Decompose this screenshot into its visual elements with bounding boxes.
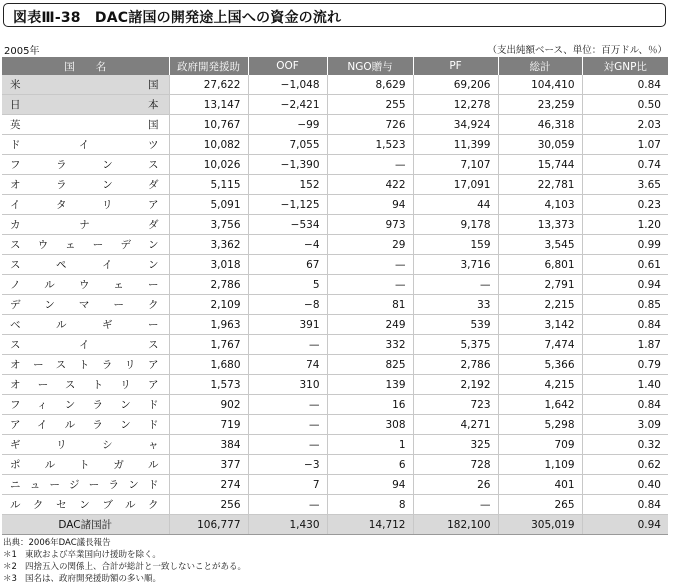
table-row bbox=[2, 295, 668, 315]
title-box bbox=[3, 3, 666, 27]
cell-total: 5,298 bbox=[498, 415, 582, 435]
cell-gnp: 0.23 bbox=[582, 195, 668, 215]
note-line bbox=[3, 549, 246, 561]
cell-pf: 159 bbox=[413, 235, 498, 255]
col-header-oof: OOF bbox=[248, 57, 327, 75]
cell-total: 3,142 bbox=[498, 315, 582, 335]
cell-gnp: 1.40 bbox=[582, 375, 668, 395]
cell-oda: 10,026 bbox=[169, 155, 248, 175]
country-name: カナダ bbox=[2, 215, 169, 235]
cell-total: 104,410 bbox=[498, 75, 582, 95]
note-mark: ＊2 bbox=[3, 562, 17, 572]
country-name: ポルトガル bbox=[2, 455, 169, 475]
cell-pf: 3,716 bbox=[413, 255, 498, 275]
cell-total: 401 bbox=[498, 475, 582, 495]
cell-ngo: 81 bbox=[327, 295, 413, 315]
country-name: ギリシャ bbox=[2, 435, 169, 455]
cell-gnp: 0.84 bbox=[582, 75, 668, 95]
cell-pf: 5,375 bbox=[413, 335, 498, 355]
table-row bbox=[2, 455, 668, 475]
note-line bbox=[3, 537, 246, 549]
cell-ngo: 16 bbox=[327, 395, 413, 415]
col-header-total: 総計 bbox=[498, 57, 582, 75]
cell-pf: 11,399 bbox=[413, 135, 498, 155]
total-name: DAC諸国計 bbox=[2, 515, 169, 535]
cell-oof: — bbox=[248, 335, 327, 355]
cell-total: 2,791 bbox=[498, 275, 582, 295]
cell-oda: 2,109 bbox=[169, 295, 248, 315]
cell-oda: 10,082 bbox=[169, 135, 248, 155]
cell-total: 3,545 bbox=[498, 235, 582, 255]
cell-gnp: 0.50 bbox=[582, 95, 668, 115]
cell-oda: 5,091 bbox=[169, 195, 248, 215]
cell-oof: 5 bbox=[248, 275, 327, 295]
country-name: オランダ bbox=[2, 175, 169, 195]
note-mark: ＊3 bbox=[3, 574, 17, 584]
cell-oof: −3 bbox=[248, 455, 327, 475]
country-name: デンマーク bbox=[2, 295, 169, 315]
total-ngo: 14,712 bbox=[327, 515, 413, 535]
cell-oof: 391 bbox=[248, 315, 327, 335]
cell-gnp: 2.03 bbox=[582, 115, 668, 135]
note-text: 国名は、政府開発援助額の多い順。 bbox=[25, 574, 162, 584]
note-text: 出典：2006年DAC議長報告 bbox=[3, 538, 111, 548]
cell-total: 5,366 bbox=[498, 355, 582, 375]
cell-oda: 2,786 bbox=[169, 275, 248, 295]
cell-total: 15,744 bbox=[498, 155, 582, 175]
cell-gnp: 0.84 bbox=[582, 395, 668, 415]
country-name: イタリア bbox=[2, 195, 169, 215]
cell-oof: −534 bbox=[248, 215, 327, 235]
country-name: フィンランド bbox=[2, 395, 169, 415]
col-header-pf: PF bbox=[413, 57, 498, 75]
table-row bbox=[2, 115, 668, 135]
cell-pf: 69,206 bbox=[413, 75, 498, 95]
cell-oof: −1,390 bbox=[248, 155, 327, 175]
note-mark: ＊1 bbox=[3, 550, 17, 560]
cell-ngo: 139 bbox=[327, 375, 413, 395]
cell-oda: 3,018 bbox=[169, 255, 248, 275]
cell-pf: 539 bbox=[413, 315, 498, 335]
cell-oof: −4 bbox=[248, 235, 327, 255]
col-header-ngo: NGO贈与 bbox=[327, 57, 413, 75]
cell-gnp: 0.40 bbox=[582, 475, 668, 495]
table-row bbox=[2, 475, 668, 495]
cell-oof: — bbox=[248, 415, 327, 435]
cell-oda: 5,115 bbox=[169, 175, 248, 195]
table-row bbox=[2, 315, 668, 335]
cell-oof: — bbox=[248, 395, 327, 415]
cell-gnp: 0.32 bbox=[582, 435, 668, 455]
cell-total: 6,801 bbox=[498, 255, 582, 275]
cell-gnp: 0.79 bbox=[582, 355, 668, 375]
cell-ngo: 825 bbox=[327, 355, 413, 375]
country-name: 米国 bbox=[2, 75, 169, 95]
cell-pf: — bbox=[413, 495, 498, 515]
cell-pf: — bbox=[413, 275, 498, 295]
cell-oda: 3,362 bbox=[169, 235, 248, 255]
table-row bbox=[2, 235, 668, 255]
cell-total: 265 bbox=[498, 495, 582, 515]
cell-oof: −1,048 bbox=[248, 75, 327, 95]
total-pf: 182,100 bbox=[413, 515, 498, 535]
cell-gnp: 3.65 bbox=[582, 175, 668, 195]
cell-pf: 17,091 bbox=[413, 175, 498, 195]
country-name: スペイン bbox=[2, 255, 169, 275]
year-label: 2005年 bbox=[4, 46, 40, 57]
cell-oof: 7,055 bbox=[248, 135, 327, 155]
cell-gnp: 1.07 bbox=[582, 135, 668, 155]
cell-oof: −99 bbox=[248, 115, 327, 135]
table-row bbox=[2, 135, 668, 155]
cell-oda: 719 bbox=[169, 415, 248, 435]
cell-ngo: 1 bbox=[327, 435, 413, 455]
cell-oof: −2,421 bbox=[248, 95, 327, 115]
cell-total: 22,781 bbox=[498, 175, 582, 195]
table-row bbox=[2, 415, 668, 435]
cell-ngo: 332 bbox=[327, 335, 413, 355]
country-name: オーストリア bbox=[2, 375, 169, 395]
country-name: ルクセンブルク bbox=[2, 495, 169, 515]
cell-gnp: 0.84 bbox=[582, 495, 668, 515]
cell-oda: 256 bbox=[169, 495, 248, 515]
table-row bbox=[2, 75, 668, 95]
cell-gnp: 1.20 bbox=[582, 215, 668, 235]
notes bbox=[3, 537, 246, 585]
country-name: スイス bbox=[2, 335, 169, 355]
cell-ngo: 973 bbox=[327, 215, 413, 235]
cell-oda: 377 bbox=[169, 455, 248, 475]
cell-total: 4,215 bbox=[498, 375, 582, 395]
cell-pf: 728 bbox=[413, 455, 498, 475]
cell-total: 7,474 bbox=[498, 335, 582, 355]
cell-ngo: — bbox=[327, 275, 413, 295]
cell-gnp: 1.87 bbox=[582, 335, 668, 355]
col-header-gnp: 対GNP比 bbox=[582, 57, 668, 75]
header-row bbox=[2, 57, 668, 75]
cell-ngo: 422 bbox=[327, 175, 413, 195]
total-gnp: 0.94 bbox=[582, 515, 668, 535]
cell-total: 1,109 bbox=[498, 455, 582, 475]
country-name: ニュージーランド bbox=[2, 475, 169, 495]
cell-ngo: 6 bbox=[327, 455, 413, 475]
cell-pf: 7,107 bbox=[413, 155, 498, 175]
cell-ngo: 8 bbox=[327, 495, 413, 515]
data-table bbox=[2, 57, 668, 535]
cell-total: 1,642 bbox=[498, 395, 582, 415]
cell-total: 23,259 bbox=[498, 95, 582, 115]
table-row bbox=[2, 175, 668, 195]
cell-gnp: 3.09 bbox=[582, 415, 668, 435]
cell-ngo: 94 bbox=[327, 195, 413, 215]
cell-pf: 44 bbox=[413, 195, 498, 215]
country-name: ドイツ bbox=[2, 135, 169, 155]
cell-ngo: 726 bbox=[327, 115, 413, 135]
cell-ngo: 94 bbox=[327, 475, 413, 495]
cell-oda: 274 bbox=[169, 475, 248, 495]
table-row bbox=[2, 375, 668, 395]
table-row bbox=[2, 215, 668, 235]
country-name: 英国 bbox=[2, 115, 169, 135]
note-text: 四捨五入の関係上、合計が総計と一致しないことがある。 bbox=[25, 562, 247, 572]
total-row bbox=[2, 515, 668, 535]
cell-pf: 2,192 bbox=[413, 375, 498, 395]
cell-oof: — bbox=[248, 495, 327, 515]
country-name: オーストラリア bbox=[2, 355, 169, 375]
country-name: アイルランド bbox=[2, 415, 169, 435]
country-name: スウェーデン bbox=[2, 235, 169, 255]
cell-pf: 33 bbox=[413, 295, 498, 315]
table-row bbox=[2, 195, 668, 215]
total-oda: 106,777 bbox=[169, 515, 248, 535]
cell-ngo: — bbox=[327, 255, 413, 275]
table-row bbox=[2, 355, 668, 375]
total-total: 305,019 bbox=[498, 515, 582, 535]
cell-oof: −1,125 bbox=[248, 195, 327, 215]
cell-total: 709 bbox=[498, 435, 582, 455]
cell-ngo: 1,523 bbox=[327, 135, 413, 155]
cell-gnp: 0.94 bbox=[582, 275, 668, 295]
table-row bbox=[2, 435, 668, 455]
unit-label: （支出純額ベース、単位：百万ドル、％） bbox=[487, 45, 667, 56]
cell-ngo: 308 bbox=[327, 415, 413, 435]
country-name: ノルウェー bbox=[2, 275, 169, 295]
cell-oda: 902 bbox=[169, 395, 248, 415]
cell-oda: 1,680 bbox=[169, 355, 248, 375]
col-header-country: 国 名 bbox=[2, 57, 169, 75]
cell-oda: 3,756 bbox=[169, 215, 248, 235]
cell-gnp: 0.84 bbox=[582, 315, 668, 335]
cell-oda: 10,767 bbox=[169, 115, 248, 135]
cell-ngo: 255 bbox=[327, 95, 413, 115]
country-name: フランス bbox=[2, 155, 169, 175]
country-name: 日本 bbox=[2, 95, 169, 115]
cell-ngo: — bbox=[327, 155, 413, 175]
cell-total: 4,103 bbox=[498, 195, 582, 215]
cell-oof: 74 bbox=[248, 355, 327, 375]
table-row bbox=[2, 275, 668, 295]
col-header-oda: 政府開発援助 bbox=[169, 57, 248, 75]
cell-oof: 152 bbox=[248, 175, 327, 195]
cell-pf: 2,786 bbox=[413, 355, 498, 375]
cell-total: 46,318 bbox=[498, 115, 582, 135]
table-row bbox=[2, 495, 668, 515]
cell-gnp: 0.62 bbox=[582, 455, 668, 475]
cell-oof: — bbox=[248, 435, 327, 455]
cell-gnp: 0.99 bbox=[582, 235, 668, 255]
table-row bbox=[2, 395, 668, 415]
cell-total: 13,373 bbox=[498, 215, 582, 235]
table-row bbox=[2, 155, 668, 175]
cell-pf: 34,924 bbox=[413, 115, 498, 135]
table-row bbox=[2, 335, 668, 355]
cell-oda: 13,147 bbox=[169, 95, 248, 115]
cell-ngo: 29 bbox=[327, 235, 413, 255]
cell-pf: 4,271 bbox=[413, 415, 498, 435]
cell-pf: 723 bbox=[413, 395, 498, 415]
country-name: ベルギー bbox=[2, 315, 169, 335]
cell-ngo: 249 bbox=[327, 315, 413, 335]
note-line bbox=[3, 561, 246, 573]
cell-pf: 9,178 bbox=[413, 215, 498, 235]
cell-pf: 325 bbox=[413, 435, 498, 455]
cell-oof: 67 bbox=[248, 255, 327, 275]
note-line bbox=[3, 573, 246, 585]
total-oof: 1,430 bbox=[248, 515, 327, 535]
cell-oda: 384 bbox=[169, 435, 248, 455]
table-row bbox=[2, 95, 668, 115]
cell-total: 30,059 bbox=[498, 135, 582, 155]
note-text: 東欧および卒業国向け援助を除く。 bbox=[25, 550, 161, 560]
cell-oof: 7 bbox=[248, 475, 327, 495]
page-title: 図表Ⅲ-38 DAC諸国の開発途上国への資金の流れ bbox=[13, 10, 342, 26]
cell-ngo: 8,629 bbox=[327, 75, 413, 95]
cell-pf: 12,278 bbox=[413, 95, 498, 115]
cell-gnp: 0.85 bbox=[582, 295, 668, 315]
cell-oda: 1,963 bbox=[169, 315, 248, 335]
table-row bbox=[2, 255, 668, 275]
cell-gnp: 0.61 bbox=[582, 255, 668, 275]
cell-oof: −8 bbox=[248, 295, 327, 315]
cell-total: 2,215 bbox=[498, 295, 582, 315]
cell-oda: 1,767 bbox=[169, 335, 248, 355]
cell-oda: 1,573 bbox=[169, 375, 248, 395]
cell-pf: 26 bbox=[413, 475, 498, 495]
cell-gnp: 0.74 bbox=[582, 155, 668, 175]
cell-oda: 27,622 bbox=[169, 75, 248, 95]
cell-oof: 310 bbox=[248, 375, 327, 395]
